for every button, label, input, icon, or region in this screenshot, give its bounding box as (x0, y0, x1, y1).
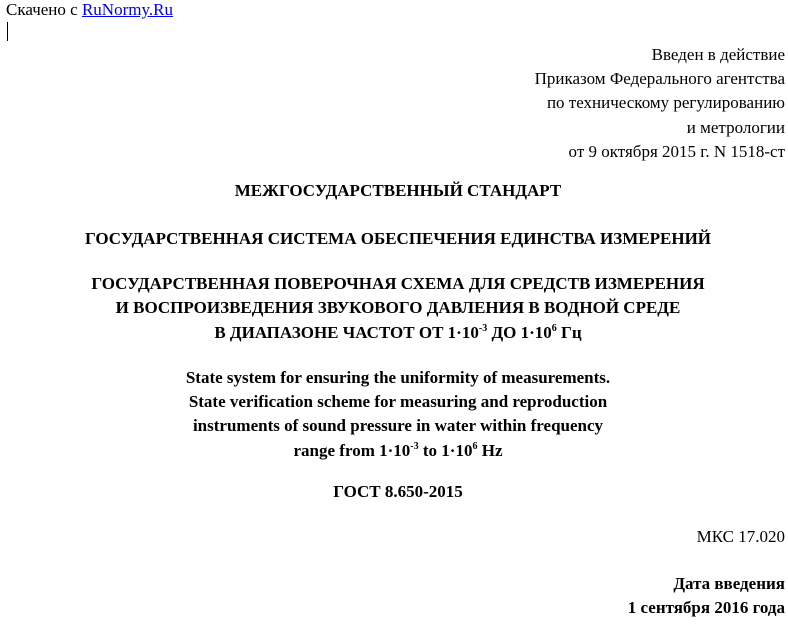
russian-title-line-1: ГОСУДАРСТВЕННАЯ ПОВЕРОЧНАЯ СХЕМА ДЛЯ СРЕДСТВ ИЗМЕРЕНИЯ (91, 274, 705, 293)
russian-title-line-2: И ВОСПРОИЗВЕДЕНИЯ ЗВУКОВОГО ДАВЛЕНИЯ В ВОДНОЙ СРЕДЕ (115, 298, 681, 318)
english-title-line-2: State verification scheme for measuring and reproduction (188, 392, 608, 412)
approval-block (535, 43, 785, 164)
mks-code: МКС 17.020 (696, 527, 785, 546)
russian-title-line-3 (0, 321, 788, 345)
russian-title-exponent-1: -3 (478, 322, 488, 334)
introduction-date-block (628, 572, 785, 620)
russian-title-line-3-c: Гц (556, 322, 582, 342)
text-cursor (7, 22, 8, 41)
english-title-line-3: instruments of sound pressure in water within frequency (192, 416, 604, 436)
source-prefix: Скачено с (6, 0, 82, 19)
english-title-line-1: State system for ensuring the uniformity of measurements. (185, 368, 611, 387)
english-title-line-4-a: range from 1·10 (293, 440, 411, 460)
introduction-label: Дата введения (673, 574, 785, 593)
russian-title-line-3-a: В ДИАПАЗОНЕ ЧАСТОТ ОТ 1·10 (214, 322, 479, 342)
approval-line-3: по техническому регулированию (546, 93, 785, 113)
english-title-line-4 (0, 439, 788, 463)
approval-line-1: Введен в действие (651, 45, 785, 64)
russian-title (0, 272, 788, 345)
interstate-standard-heading: МЕЖГОСУДАРСТВЕННЫЙ СТАНДАРТ (234, 181, 562, 200)
english-title-line-4-b: to 1·10 (418, 440, 473, 460)
approval-line-2: Приказом Федерального агентства (534, 69, 785, 89)
gost-number: ГОСТ 8.650-2015 (333, 482, 463, 501)
runormy-link[interactable]: RuNormy.Ru (81, 0, 173, 19)
english-title-exponent-2: 6 (472, 440, 478, 452)
english-title-line-4-c: Hz (477, 440, 503, 460)
english-title-exponent-1: -3 (410, 440, 419, 452)
english-title (0, 366, 788, 463)
approval-line-5: от 9 октября 2015 г. N 1518-ст (568, 141, 785, 161)
gsi-heading: ГОСУДАРСТВЕННАЯ СИСТЕМА ОБЕСПЕЧЕНИЯ ЕДИНСТВА ИЗМЕРЕНИЙ (84, 229, 712, 248)
approval-line-4: и метрологии (686, 117, 785, 137)
introduction-date: 1 сентября 2016 года (627, 598, 785, 617)
source-line (6, 0, 173, 20)
russian-title-line-3-b: ДО 1·10 (487, 322, 552, 342)
russian-title-exponent-2: 6 (551, 322, 557, 334)
